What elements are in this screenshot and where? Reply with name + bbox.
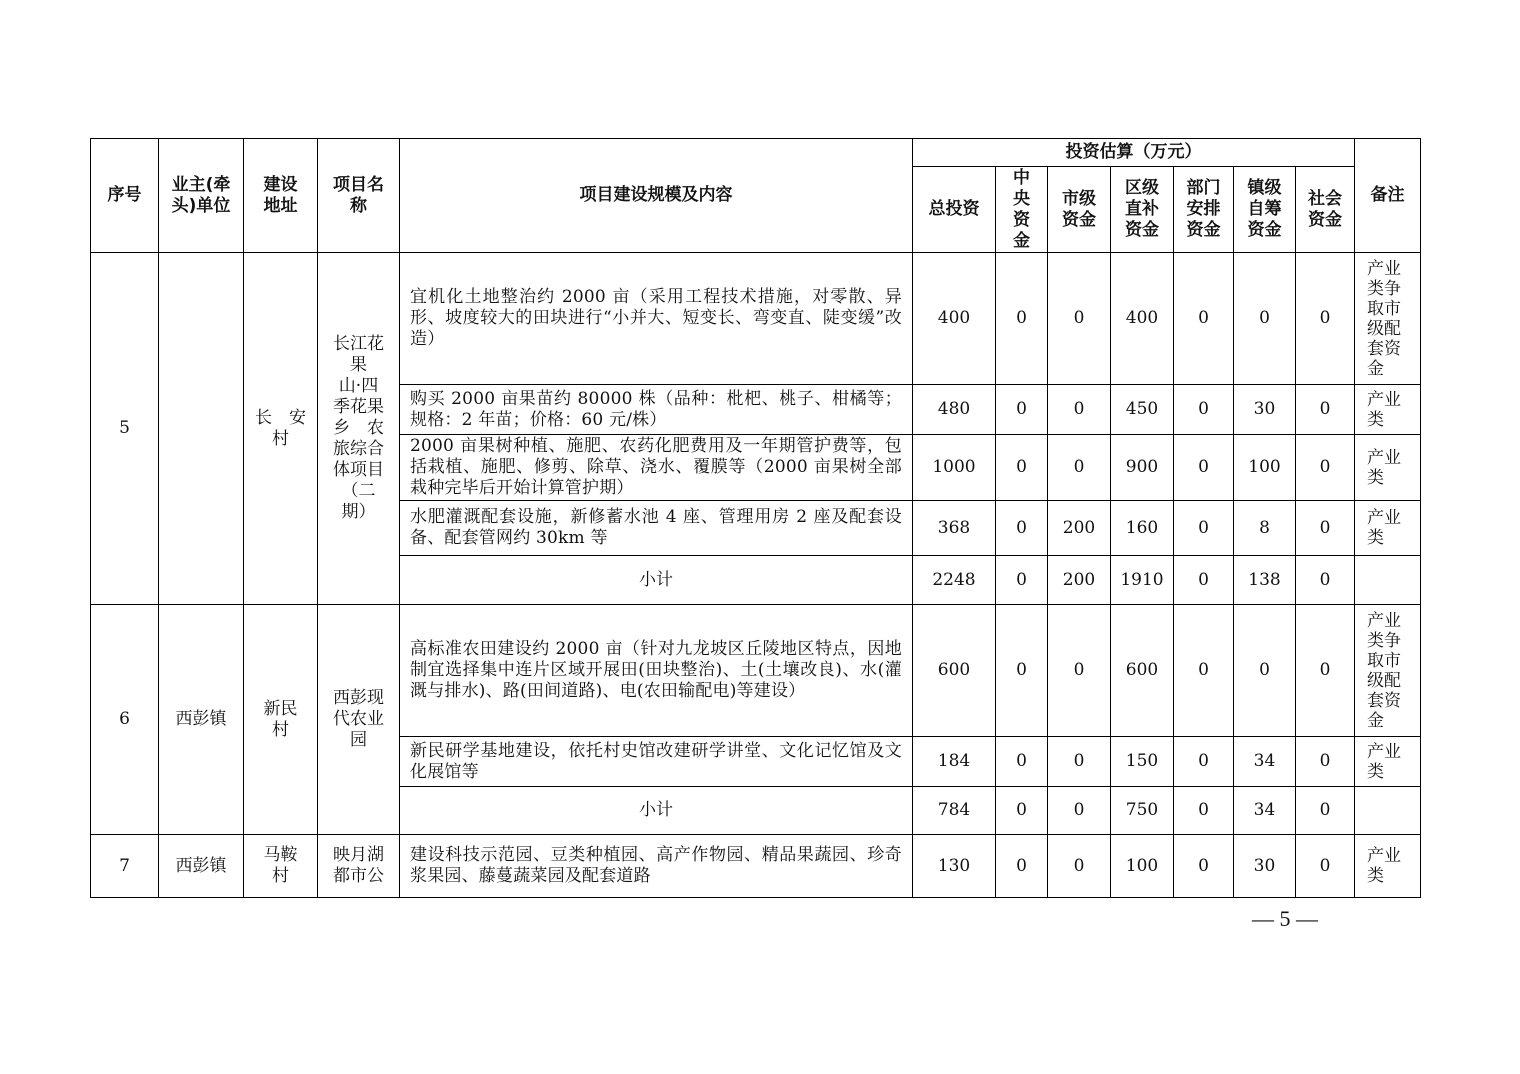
cell-content: 新民研学基地建设，依托村史馆改建研学讲堂、文化记忆馆及文化展馆等 (400, 737, 913, 787)
cell-remark: 产业 类 (1355, 435, 1421, 501)
cell-project-name: 长江花 果 山·四 季花果 乡 农 旅综合 体项目 （二 期） (318, 253, 400, 605)
cell-content: 宜机化土地整治约 2000 亩（采用工程技术措施，对零散、异形、坡度较大的田块进行“小并大、短变长、弯变直、陡变缓”改造） (400, 253, 913, 385)
cell-district: 150 (1111, 737, 1174, 787)
cell-city: 0 (1048, 253, 1111, 385)
cell-city: 0 (1048, 435, 1111, 501)
cell-content: 水肥灌溉配套设施，新修蓄水池 4 座、管理用房 2 座及配套设备、配套管网约 30km 等 (400, 501, 913, 556)
cell-central: 0 (996, 435, 1048, 501)
cell-location: 马鞍 村 (244, 835, 318, 898)
cell-town: 34 (1234, 737, 1296, 787)
cell-dept: 0 (1174, 385, 1234, 435)
subtotal-social: 0 (1296, 787, 1355, 835)
cell-town: 8 (1234, 501, 1296, 556)
cell-social: 0 (1296, 835, 1355, 898)
subtotal-district: 1910 (1111, 556, 1174, 605)
subtotal-city: 0 (1048, 787, 1111, 835)
header-investment-group: 投资估算（万元） (913, 139, 1355, 167)
cell-dept: 0 (1174, 605, 1234, 737)
subtotal-remark (1355, 787, 1421, 835)
cell-owner: 西彭镇 (159, 835, 244, 898)
cell-town: 0 (1234, 253, 1296, 385)
cell-project-name: 映月湖 都市公 (318, 835, 400, 898)
cell-district: 100 (1111, 835, 1174, 898)
cell-total: 368 (913, 501, 996, 556)
cell-city: 0 (1048, 605, 1111, 737)
cell-owner (159, 253, 244, 605)
cell-district: 900 (1111, 435, 1174, 501)
cell-social: 0 (1296, 253, 1355, 385)
cell-city: 0 (1048, 385, 1111, 435)
cell-town: 30 (1234, 835, 1296, 898)
subtotal-town: 138 (1234, 556, 1296, 605)
header-social: 社会 资金 (1296, 167, 1355, 253)
cell-content: 高标准农田建设约 2000 亩（针对九龙坡区丘陵地区特点，因地制宜选择集中连片区域开展田(田块整治)、土(土壤改良)、水(灌溉与排水)、路(田间道路)、电(农田输配电)等建设） (400, 605, 913, 737)
subtotal-total: 2248 (913, 556, 996, 605)
cell-social: 0 (1296, 737, 1355, 787)
cell-district: 160 (1111, 501, 1174, 556)
cell-total: 1000 (913, 435, 996, 501)
subtotal-label: 小计 (400, 787, 913, 835)
subtotal-total: 784 (913, 787, 996, 835)
investment-table (90, 138, 1421, 898)
header-seq: 序号 (91, 139, 159, 253)
cell-location: 新民 村 (244, 605, 318, 835)
cell-total: 130 (913, 835, 996, 898)
cell-central: 0 (996, 737, 1048, 787)
cell-remark: 产业 类 (1355, 385, 1421, 435)
header-remark: 备注 (1355, 139, 1421, 253)
subtotal-district: 750 (1111, 787, 1174, 835)
cell-district: 400 (1111, 253, 1174, 385)
header-dept: 部门 安排 资金 (1174, 167, 1234, 253)
subtotal-central: 0 (996, 787, 1048, 835)
cell-town: 100 (1234, 435, 1296, 501)
cell-total: 480 (913, 385, 996, 435)
cell-central: 0 (996, 501, 1048, 556)
page-number: — 5 — (1252, 906, 1318, 931)
subtotal-dept: 0 (1174, 556, 1234, 605)
cell-total: 400 (913, 253, 996, 385)
cell-seq: 5 (91, 253, 159, 605)
header-total: 总投资 (913, 167, 996, 253)
cell-total: 184 (913, 737, 996, 787)
cell-dept: 0 (1174, 253, 1234, 385)
cell-seq: 6 (91, 605, 159, 835)
header-central: 中 央 资 金 (996, 167, 1048, 253)
cell-content: 2000 亩果树种植、施肥、农药化肥费用及一年期管护费等，包括栽植、施肥、修剪、除草、浇水、覆膜等（2000 亩果树全部栽种完毕后开始计算管护期） (400, 435, 913, 501)
subtotal-label: 小计 (400, 556, 913, 605)
cell-owner: 西彭镇 (159, 605, 244, 835)
header-row-1 (91, 139, 1421, 167)
cell-remark: 产业 类争 取市 级配 套资 金 (1355, 253, 1421, 385)
table-row (91, 253, 1421, 385)
table-row (91, 605, 1421, 737)
cell-dept: 0 (1174, 501, 1234, 556)
cell-social: 0 (1296, 605, 1355, 737)
cell-city: 0 (1048, 737, 1111, 787)
header-content: 项目建设规模及内容 (400, 139, 913, 253)
cell-town: 0 (1234, 605, 1296, 737)
subtotal-remark (1355, 556, 1421, 605)
subtotal-town: 34 (1234, 787, 1296, 835)
header-project-name: 项目名 称 (318, 139, 400, 253)
cell-content: 购买 2000 亩果苗约 80000 株（品种：枇杷、桃子、柑橘等；规格：2 年苗；价格：60 元/株） (400, 385, 913, 435)
cell-district: 600 (1111, 605, 1174, 737)
header-town: 镇级 自筹 资金 (1234, 167, 1296, 253)
cell-project-name: 西彭现 代农业 园 (318, 605, 400, 835)
cell-central: 0 (996, 253, 1048, 385)
table-row (91, 835, 1421, 898)
header-location: 建设 地址 (244, 139, 318, 253)
header-owner: 业主(牵 头)单位 (159, 139, 244, 253)
cell-location: 长 安 村 (244, 253, 318, 605)
cell-remark: 产业 类 (1355, 737, 1421, 787)
cell-social: 0 (1296, 501, 1355, 556)
subtotal-city: 200 (1048, 556, 1111, 605)
cell-social: 0 (1296, 435, 1355, 501)
cell-dept: 0 (1174, 737, 1234, 787)
cell-central: 0 (996, 385, 1048, 435)
cell-remark: 产业 类 (1355, 501, 1421, 556)
subtotal-central: 0 (996, 556, 1048, 605)
cell-social: 0 (1296, 385, 1355, 435)
cell-remark: 产业 类 (1355, 835, 1421, 898)
cell-seq: 7 (91, 835, 159, 898)
cell-city: 0 (1048, 835, 1111, 898)
cell-dept: 0 (1174, 835, 1234, 898)
header-city: 市级 资金 (1048, 167, 1111, 253)
cell-district: 450 (1111, 385, 1174, 435)
cell-dept: 0 (1174, 435, 1234, 501)
cell-town: 30 (1234, 385, 1296, 435)
header-district: 区级 直补 资金 (1111, 167, 1174, 253)
cell-central: 0 (996, 835, 1048, 898)
subtotal-dept: 0 (1174, 787, 1234, 835)
cell-total: 600 (913, 605, 996, 737)
subtotal-social: 0 (1296, 556, 1355, 605)
cell-central: 0 (996, 605, 1048, 737)
cell-city: 200 (1048, 501, 1111, 556)
cell-content: 建设科技示范园、豆类种植园、高产作物园、精品果蔬园、珍奇浆果园、藤蔓蔬菜园及配套道路 (400, 835, 913, 898)
cell-remark: 产业 类争 取市 级配 套资 金 (1355, 605, 1421, 737)
